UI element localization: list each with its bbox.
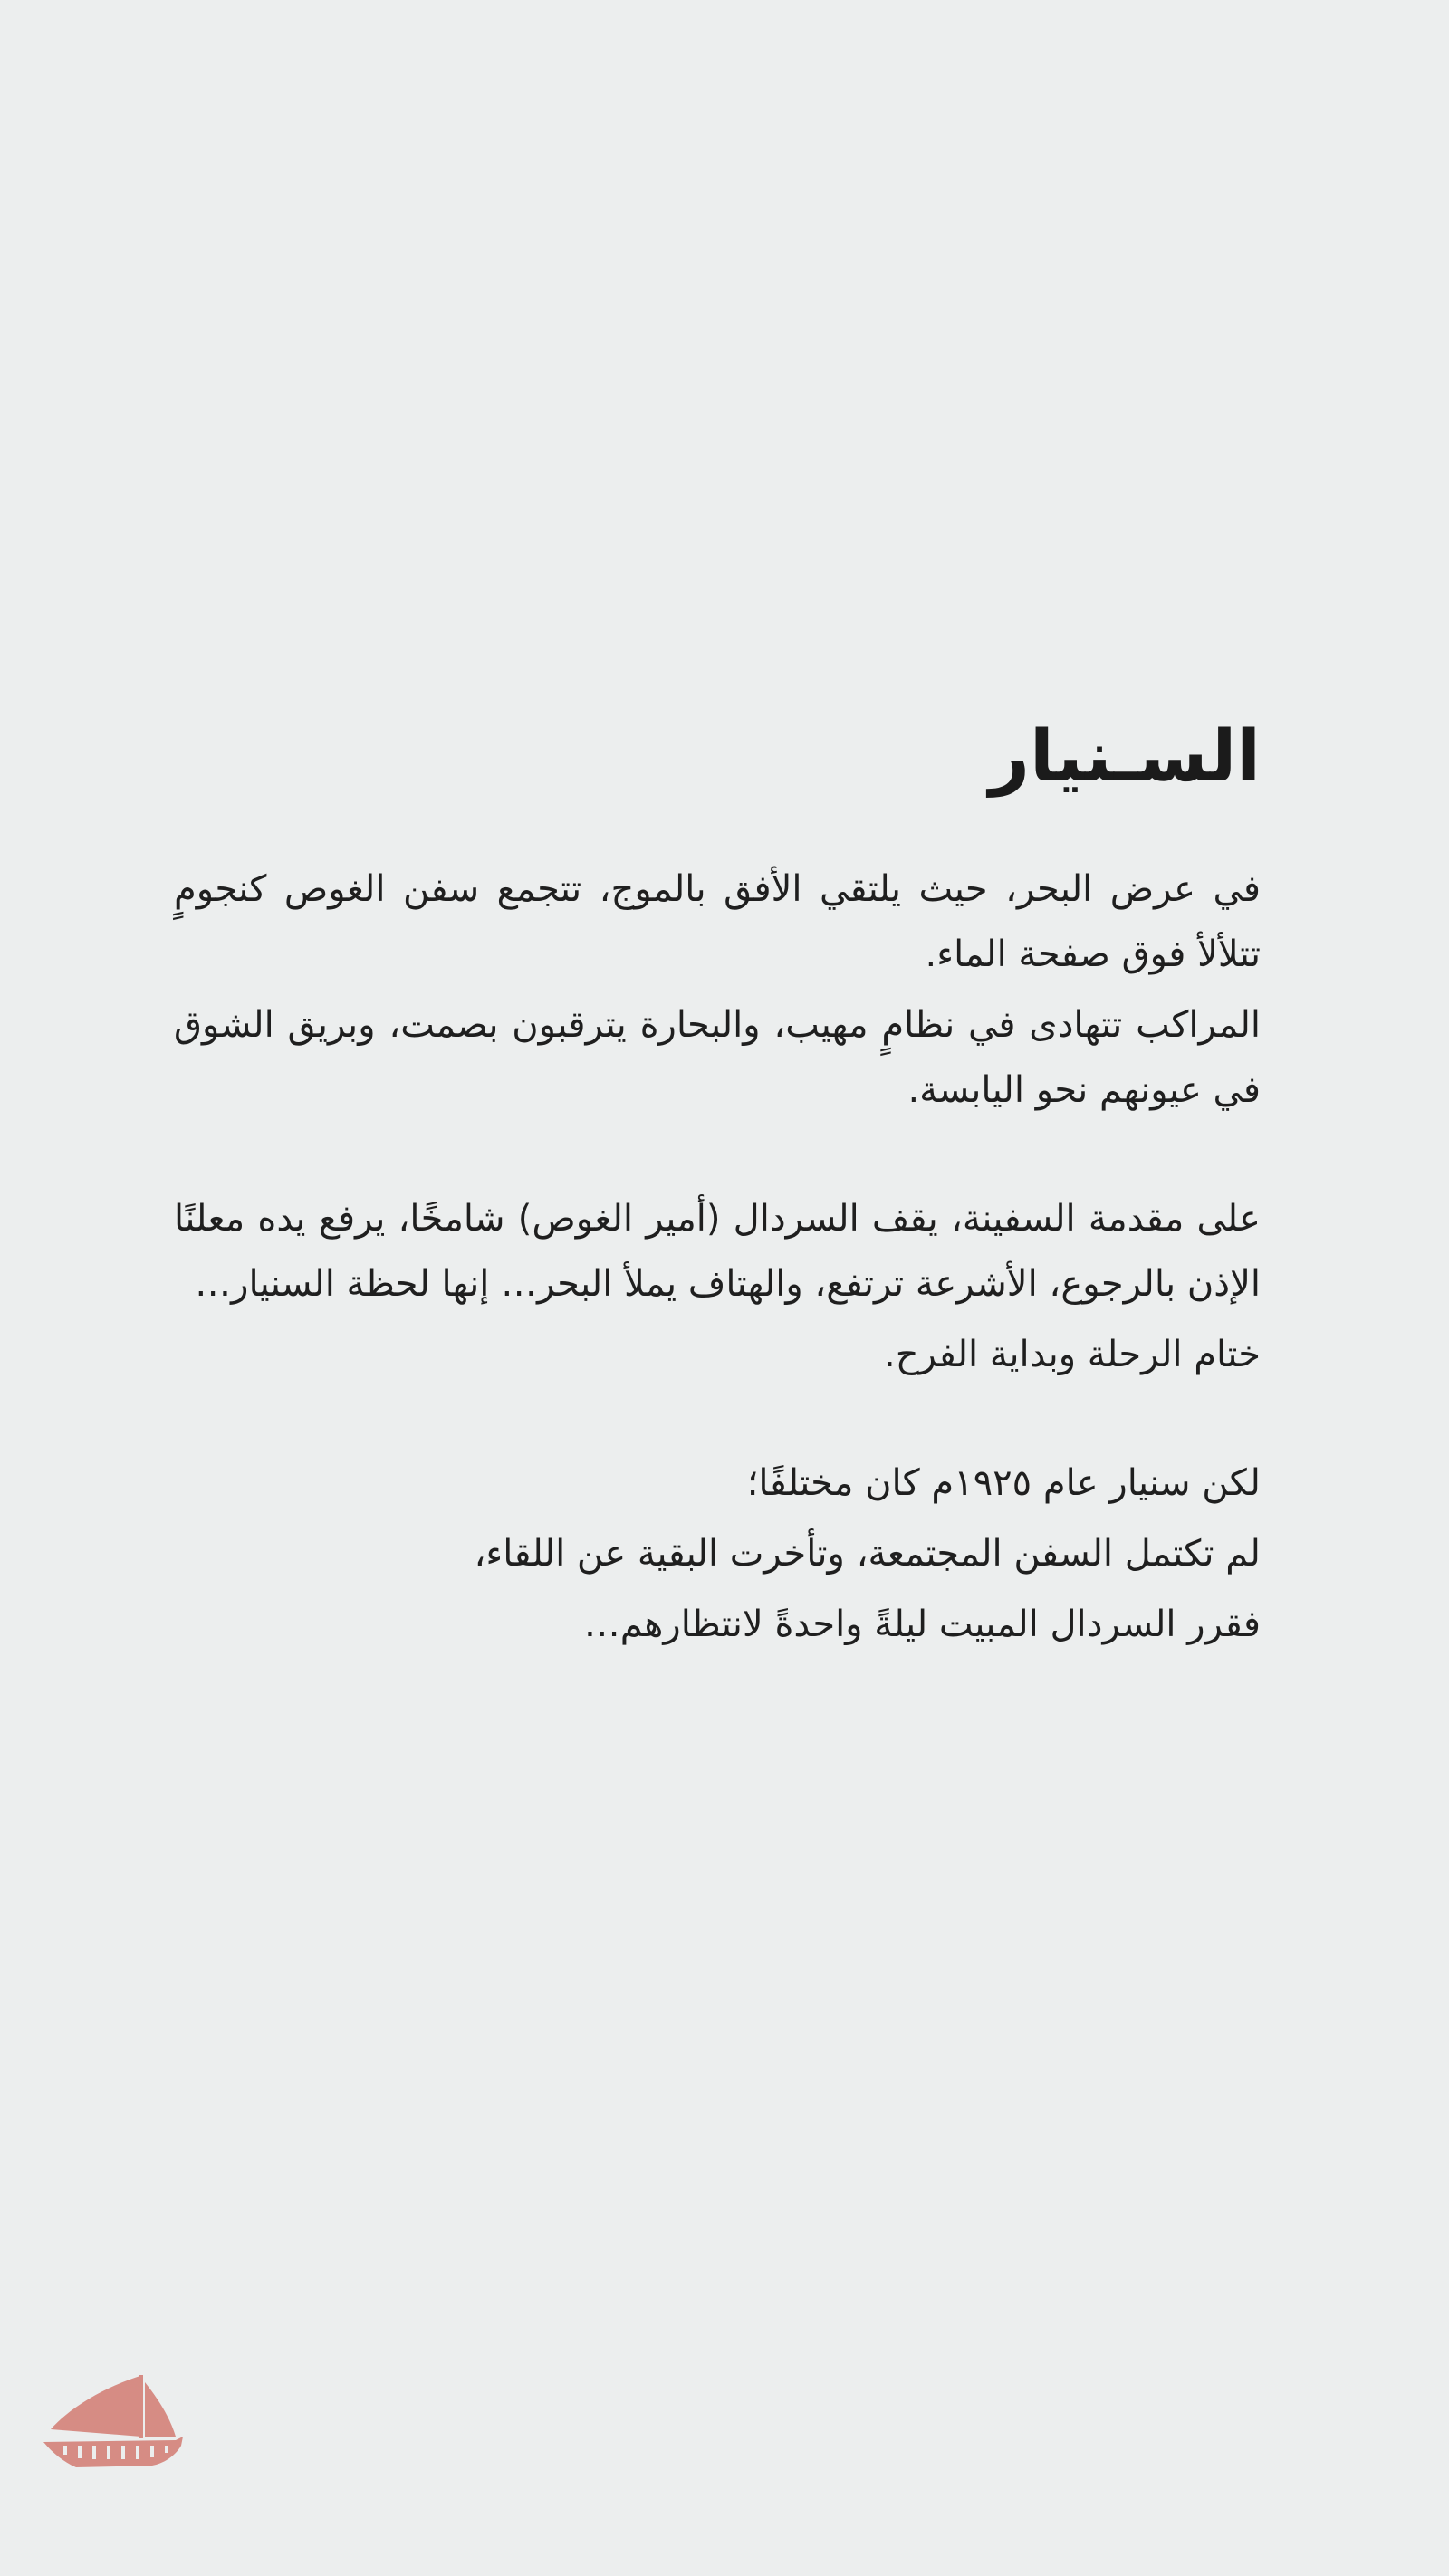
page-title: السـنيار bbox=[989, 716, 1261, 798]
story-paragraph-5: لكن سنيار عام ١٩٢٥م كان مختلفًا؛ bbox=[746, 1461, 1261, 1504]
story-paragraph-1: في عرض البحر، حيث يلتقي الأفق بالموج، تتجمع سفن الغوص كنجومٍ تتلألأ فوق صفحة الماء. bbox=[174, 867, 1261, 975]
story-paragraph-4: ختام الرحلة وبداية الفرح. bbox=[884, 1333, 1261, 1375]
dhow-boat-icon bbox=[43, 2366, 188, 2475]
story-paragraph-2: المراكب تتهادى في نظامٍ مهيب، والبحارة يترقبون بصمت، وبريق الشوق في عيونهم نحو اليابسة. bbox=[174, 1003, 1261, 1111]
story-content bbox=[174, 715, 1261, 1662]
story-paragraph-6: لم تكتمل السفن المجتمعة، وتأخرت البقية عن اللقاء، bbox=[474, 1532, 1261, 1575]
story-paragraph-3: على مقدمة السفينة، يقف السردال (أمير الغوص) شامخًا، يرفع يده معلنًا الإذن بالرجوع، الأشرعة ترتفع، والهتاف يملأ البحر… إنها لحظة السنيار… bbox=[174, 1197, 1261, 1305]
story-paragraph-7: فقرر السردال المبيت ليلةً واحدةً لانتظارهم… bbox=[583, 1603, 1261, 1645]
